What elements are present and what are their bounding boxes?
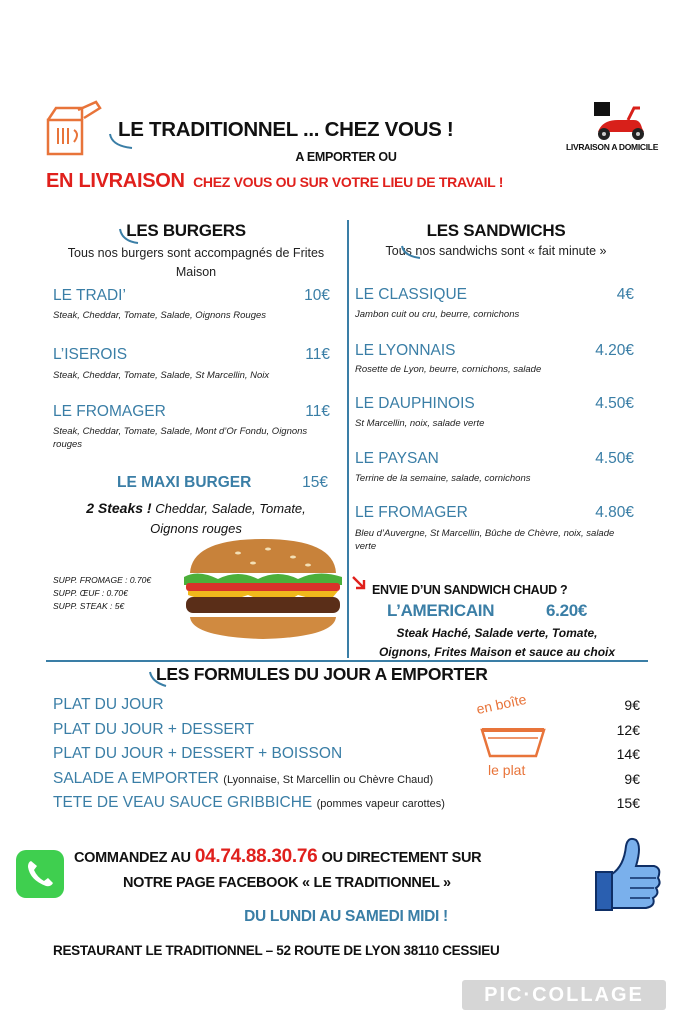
food-box-icon <box>480 724 546 760</box>
maxi-burger-desc-rest: Cheddar, Salade, Tomate, <box>155 501 306 516</box>
formules-heading-swoosh <box>146 670 170 690</box>
sandwich-desc: St Marcellin, noix, salade verte <box>355 418 485 429</box>
formule-item <box>53 721 254 739</box>
order-line-2: NOTRE PAGE FACEBOOK « LE TRADITIONNEL » <box>123 875 451 891</box>
order-line-1 <box>74 846 481 868</box>
formule-name: PLAT DU JOUR + DESSERT + BOISSON <box>53 745 343 762</box>
sandwich-price: 4€ <box>616 286 634 303</box>
burger-desc: Steak, Cheddar, Tomate, Salade, St Marcellin, Noix <box>53 370 270 381</box>
formule-price: 9€ <box>624 697 640 713</box>
formule-item <box>53 745 342 763</box>
sandwich-price: 4.50€ <box>595 395 634 412</box>
livraison-line <box>46 170 646 193</box>
burger-name: LE TRADI’ <box>53 287 126 304</box>
sandwich-price: 4.20€ <box>595 342 634 359</box>
supplement-item: SUPP. ŒUF : 0.70€ <box>53 588 128 598</box>
opening-days: DU LUNDI AU SAMEDI MIDI ! <box>244 908 448 925</box>
americain-desc-line: Oignons, Frites Maison et sauce au choix <box>378 645 616 659</box>
restaurant-address: RESTAURANT LE TRADITIONNEL – 52 ROUTE DE LYON 38110 CESSIEU <box>53 943 500 958</box>
takeaway-bag-icon <box>44 98 104 158</box>
order-text: COMMANDEZ AU <box>74 850 191 866</box>
formules-heading: LES FORMULES DU JOUR A EMPORTER <box>156 664 488 684</box>
formule-item <box>53 770 433 788</box>
sandwichs-heading: LES SANDWICHS <box>426 221 566 240</box>
order-text: OU DIRECTEMENT SUR <box>321 850 482 866</box>
sandwich-desc: Terrine de la semaine, salade, cornichons <box>355 473 531 484</box>
box-bottom-text: le plat <box>488 762 526 778</box>
burger-price: 11€ <box>305 403 330 420</box>
formule-price: 12€ <box>616 722 640 738</box>
menu-page <box>6 72 677 1017</box>
page-title: LE TRADITIONNEL ... CHEZ VOUS ! <box>118 118 454 141</box>
section-divider <box>46 660 648 662</box>
delivery-scooter-icon <box>584 98 650 144</box>
formule-name: SALADE A EMPORTER <box>53 770 219 787</box>
formule-name: PLAT DU JOUR + DESSERT <box>53 721 255 738</box>
maxi-burger-desc-bold: 2 Steaks ! <box>86 500 152 516</box>
sandwich-name: LE PAYSAN <box>355 450 439 467</box>
phone-number: 04.74.88.30.76 <box>194 846 318 867</box>
delivery-caption: LIVRAISON A DOMICILE <box>566 142 659 152</box>
sandwich-price: 4.50€ <box>595 450 634 467</box>
sandwich-desc: Bleu d’Auvergne, St Marcellin, Bûche de Chèvre, noix, salade verte <box>355 528 615 552</box>
formule-note: (Lyonnaise, St Marcellin ou Chèvre Chaud) <box>223 774 434 786</box>
formule-note: (pommes vapeur carottes) <box>316 798 445 810</box>
burger-desc: Steak, Cheddar, Tomate, Salade, Oignons Rouges <box>53 310 267 321</box>
subtitle: A EMPORTER OU <box>295 150 397 164</box>
formule-price: 14€ <box>616 746 640 762</box>
burger-price: 11€ <box>305 346 330 363</box>
sandwich-desc: Rosette de Lyon, beurre, cornichons, salade <box>355 364 542 375</box>
thumbs-up-icon <box>590 832 662 916</box>
maxi-burger-name: LE MAXI BURGER <box>117 474 252 491</box>
sandwich-chaud-question: ENVIE D’UN SANDWICH CHAUD ? <box>372 583 568 597</box>
burger-name: L’ISEROIS <box>53 346 128 363</box>
americain-name: L’AMERICAIN <box>387 601 495 620</box>
americain-price: 6.20€ <box>546 601 588 620</box>
sandwichs-intro: Tous nos sandwichs sont « fait minute » <box>385 244 607 258</box>
livraison-highlight: EN LIVRAISON <box>46 170 185 192</box>
title-swoosh <box>106 132 136 152</box>
burgers-intro: Tous nos burgers sont accompagnés de Frites Maison <box>67 246 325 279</box>
formule-item <box>53 794 445 812</box>
box-top-text: en boîte <box>474 690 528 718</box>
sandwichs-intro-swoosh <box>398 244 424 264</box>
burger-illustration <box>178 537 348 645</box>
burger-price: 10€ <box>304 287 330 304</box>
sandwich-price: 4.80€ <box>595 504 634 521</box>
americain-desc-line: Steak Haché, Salade verte, Tomate, <box>396 626 598 640</box>
sandwich-name: LE LYONNAIS <box>355 342 456 359</box>
supplement-item: SUPP. FROMAGE : 0.70€ <box>53 575 152 585</box>
formule-price: 9€ <box>624 771 640 787</box>
watermark <box>462 980 666 1010</box>
sandwich-name: LE FROMAGER <box>355 504 468 521</box>
formule-name: PLAT DU JOUR <box>53 696 164 713</box>
americain-desc <box>352 624 642 662</box>
formule-item <box>53 696 164 714</box>
sandwich-name: LE CLASSIQUE <box>355 286 467 303</box>
burgers-heading: LES BURGERS <box>126 221 246 240</box>
supplement-item: SUPP. STEAK : 5€ <box>53 601 125 611</box>
formule-name: TETE DE VEAU SAUCE GRIBBICHE <box>53 794 313 811</box>
formule-price: 15€ <box>616 795 640 811</box>
sandwich-name: LE DAUPHINOIS <box>355 395 475 412</box>
maxi-burger-price: 15€ <box>302 474 328 491</box>
sandwich-desc: Jambon cuit ou cru, beurre, cornichons <box>355 309 520 320</box>
livraison-rest: CHEZ VOUS OU SUR VOTRE LIEU DE TRAVAIL ! <box>193 174 504 190</box>
watermark-text: PIC·COLLAGE <box>484 984 644 1006</box>
food-box-badge <box>472 692 552 784</box>
maxi-burger-desc <box>56 498 336 539</box>
maxi-burger-desc-line2: Oignons rouges <box>150 521 242 536</box>
arrow-icon <box>350 574 368 592</box>
burger-desc: Steak, Cheddar, Tomate, Salade, Mont d’Or Fondu, Oignons rouges <box>53 426 308 450</box>
burger-name: LE FROMAGER <box>53 403 166 420</box>
phone-icon <box>16 850 64 898</box>
supplements-list <box>53 574 193 613</box>
